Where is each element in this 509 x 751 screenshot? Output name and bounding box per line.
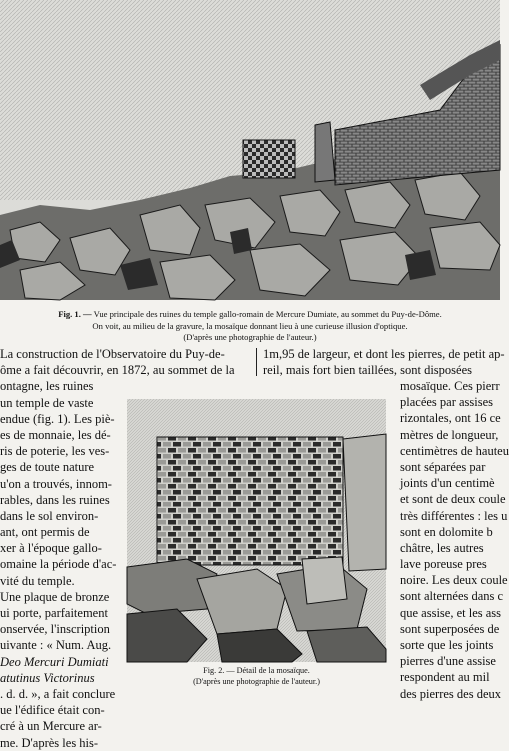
right-column-top-text xyxy=(263,346,505,378)
text-line: respondent au mil xyxy=(400,670,490,685)
text-line: et sont de deux coule xyxy=(400,492,506,507)
text-line: ui porte, parfaitement xyxy=(0,606,108,620)
ruins-illustration xyxy=(0,0,500,300)
figure-1-engraving xyxy=(0,0,500,300)
text-line: Deo Mercuri Dumiati xyxy=(0,654,109,669)
text-line: noire. Les deux coule xyxy=(400,573,508,588)
text-line: Une plaque de bronze xyxy=(0,589,110,604)
text-line: ontagne, les ruines xyxy=(0,379,94,394)
text-line: es de monnaie, les dé- xyxy=(0,427,111,442)
text-line: ris de poterie, les ves- xyxy=(0,444,110,459)
text-line: sont superposées de xyxy=(400,621,500,636)
text-line: mosaïque. Ces pierr xyxy=(400,379,500,393)
figure-1-caption xyxy=(10,309,490,344)
text-line: endue (fig. 1). Les piè- xyxy=(0,411,115,426)
text-line: dans le sol environ- xyxy=(0,508,99,523)
text-line: onservée, l'inscription xyxy=(0,622,110,637)
text-line: sont séparées par xyxy=(400,459,486,474)
text-line: très différentes : les u xyxy=(400,508,508,523)
text-line: vité du temple. xyxy=(0,573,75,588)
figure-2-caption-line2: (D'après une photographie de l'auteur.) xyxy=(193,677,320,686)
text-line: sont en dolomite b xyxy=(400,524,493,539)
text-line: lave poreuse pres xyxy=(400,557,487,572)
text-line: pierres d'une assise xyxy=(400,654,496,669)
right-column-text xyxy=(400,378,509,701)
text-line: rables, dans les ruines xyxy=(0,492,110,507)
text-line: ôme a fait découvrir, en 1872, au sommet de la xyxy=(0,363,235,378)
text-line: châtre, les autres xyxy=(400,540,484,555)
text-line: centimètres de hauteu xyxy=(400,443,509,458)
text-line: xer à l'époque gallo- xyxy=(0,541,102,556)
text-line: u'on a trouvés, innom- xyxy=(0,476,112,491)
text-line: reil, mais fort bien taillées, sont disposées xyxy=(263,363,472,378)
text-line: des pierres des deux xyxy=(400,686,502,701)
figure-2-caption xyxy=(127,665,386,687)
text-line: atutinus Victorinus xyxy=(0,670,95,685)
text-line: placées par assises xyxy=(400,395,494,410)
figure-2-mosaic xyxy=(127,399,386,662)
text-line: un temple de vaste xyxy=(0,395,94,410)
text-line: ant, ont permis de xyxy=(0,525,90,540)
text-line: rizontales, ont 16 ce xyxy=(400,411,501,426)
column-rule xyxy=(256,348,257,376)
figure-1-label: Fig. 1. — xyxy=(58,309,92,319)
text-line: omaine la période d'ac- xyxy=(0,557,117,572)
text-line: sorte que les joints xyxy=(400,638,494,652)
text-line: ue l'édifice était con- xyxy=(0,703,105,718)
text-line: que assise, et les ass xyxy=(400,605,502,620)
figure-2-caption-line1: Fig. 2. — Détail de la mosaïque. xyxy=(203,666,310,675)
text-line: 1m,95 de largeur, et dont les pierres, de petit ap- xyxy=(263,347,505,361)
text-line: joints d'un centimè xyxy=(400,476,495,491)
mosaic-illustration xyxy=(127,399,386,662)
text-line: sont alternées dans c xyxy=(400,589,504,604)
text-line: mètres de longueur, xyxy=(400,427,499,442)
text-line: ges de toute nature xyxy=(0,460,95,475)
text-line: cré à un Mercure ar- xyxy=(0,719,102,734)
text-line: . d. d. », a fait conclure xyxy=(0,686,116,701)
text-line: uivante : « Num. Aug. xyxy=(0,638,112,653)
figure-1-caption-line1: Vue principale des ruines du temple gallo-romain de Mercure Dumiate, au sommet du Puy-de-Dôme. xyxy=(93,309,442,319)
text-line: me. D'après les his- xyxy=(0,735,99,750)
figure-1-caption-line2: On voit, au milieu de la gravure, la mosaïque donnant lieu à une curieuse illusion d'optique. xyxy=(92,320,408,331)
figure-1-caption-line3: (D'après une photographie de l'auteur.) xyxy=(183,332,317,343)
text-line: La construction de l'Observatoire du Puy-de- xyxy=(0,347,225,361)
